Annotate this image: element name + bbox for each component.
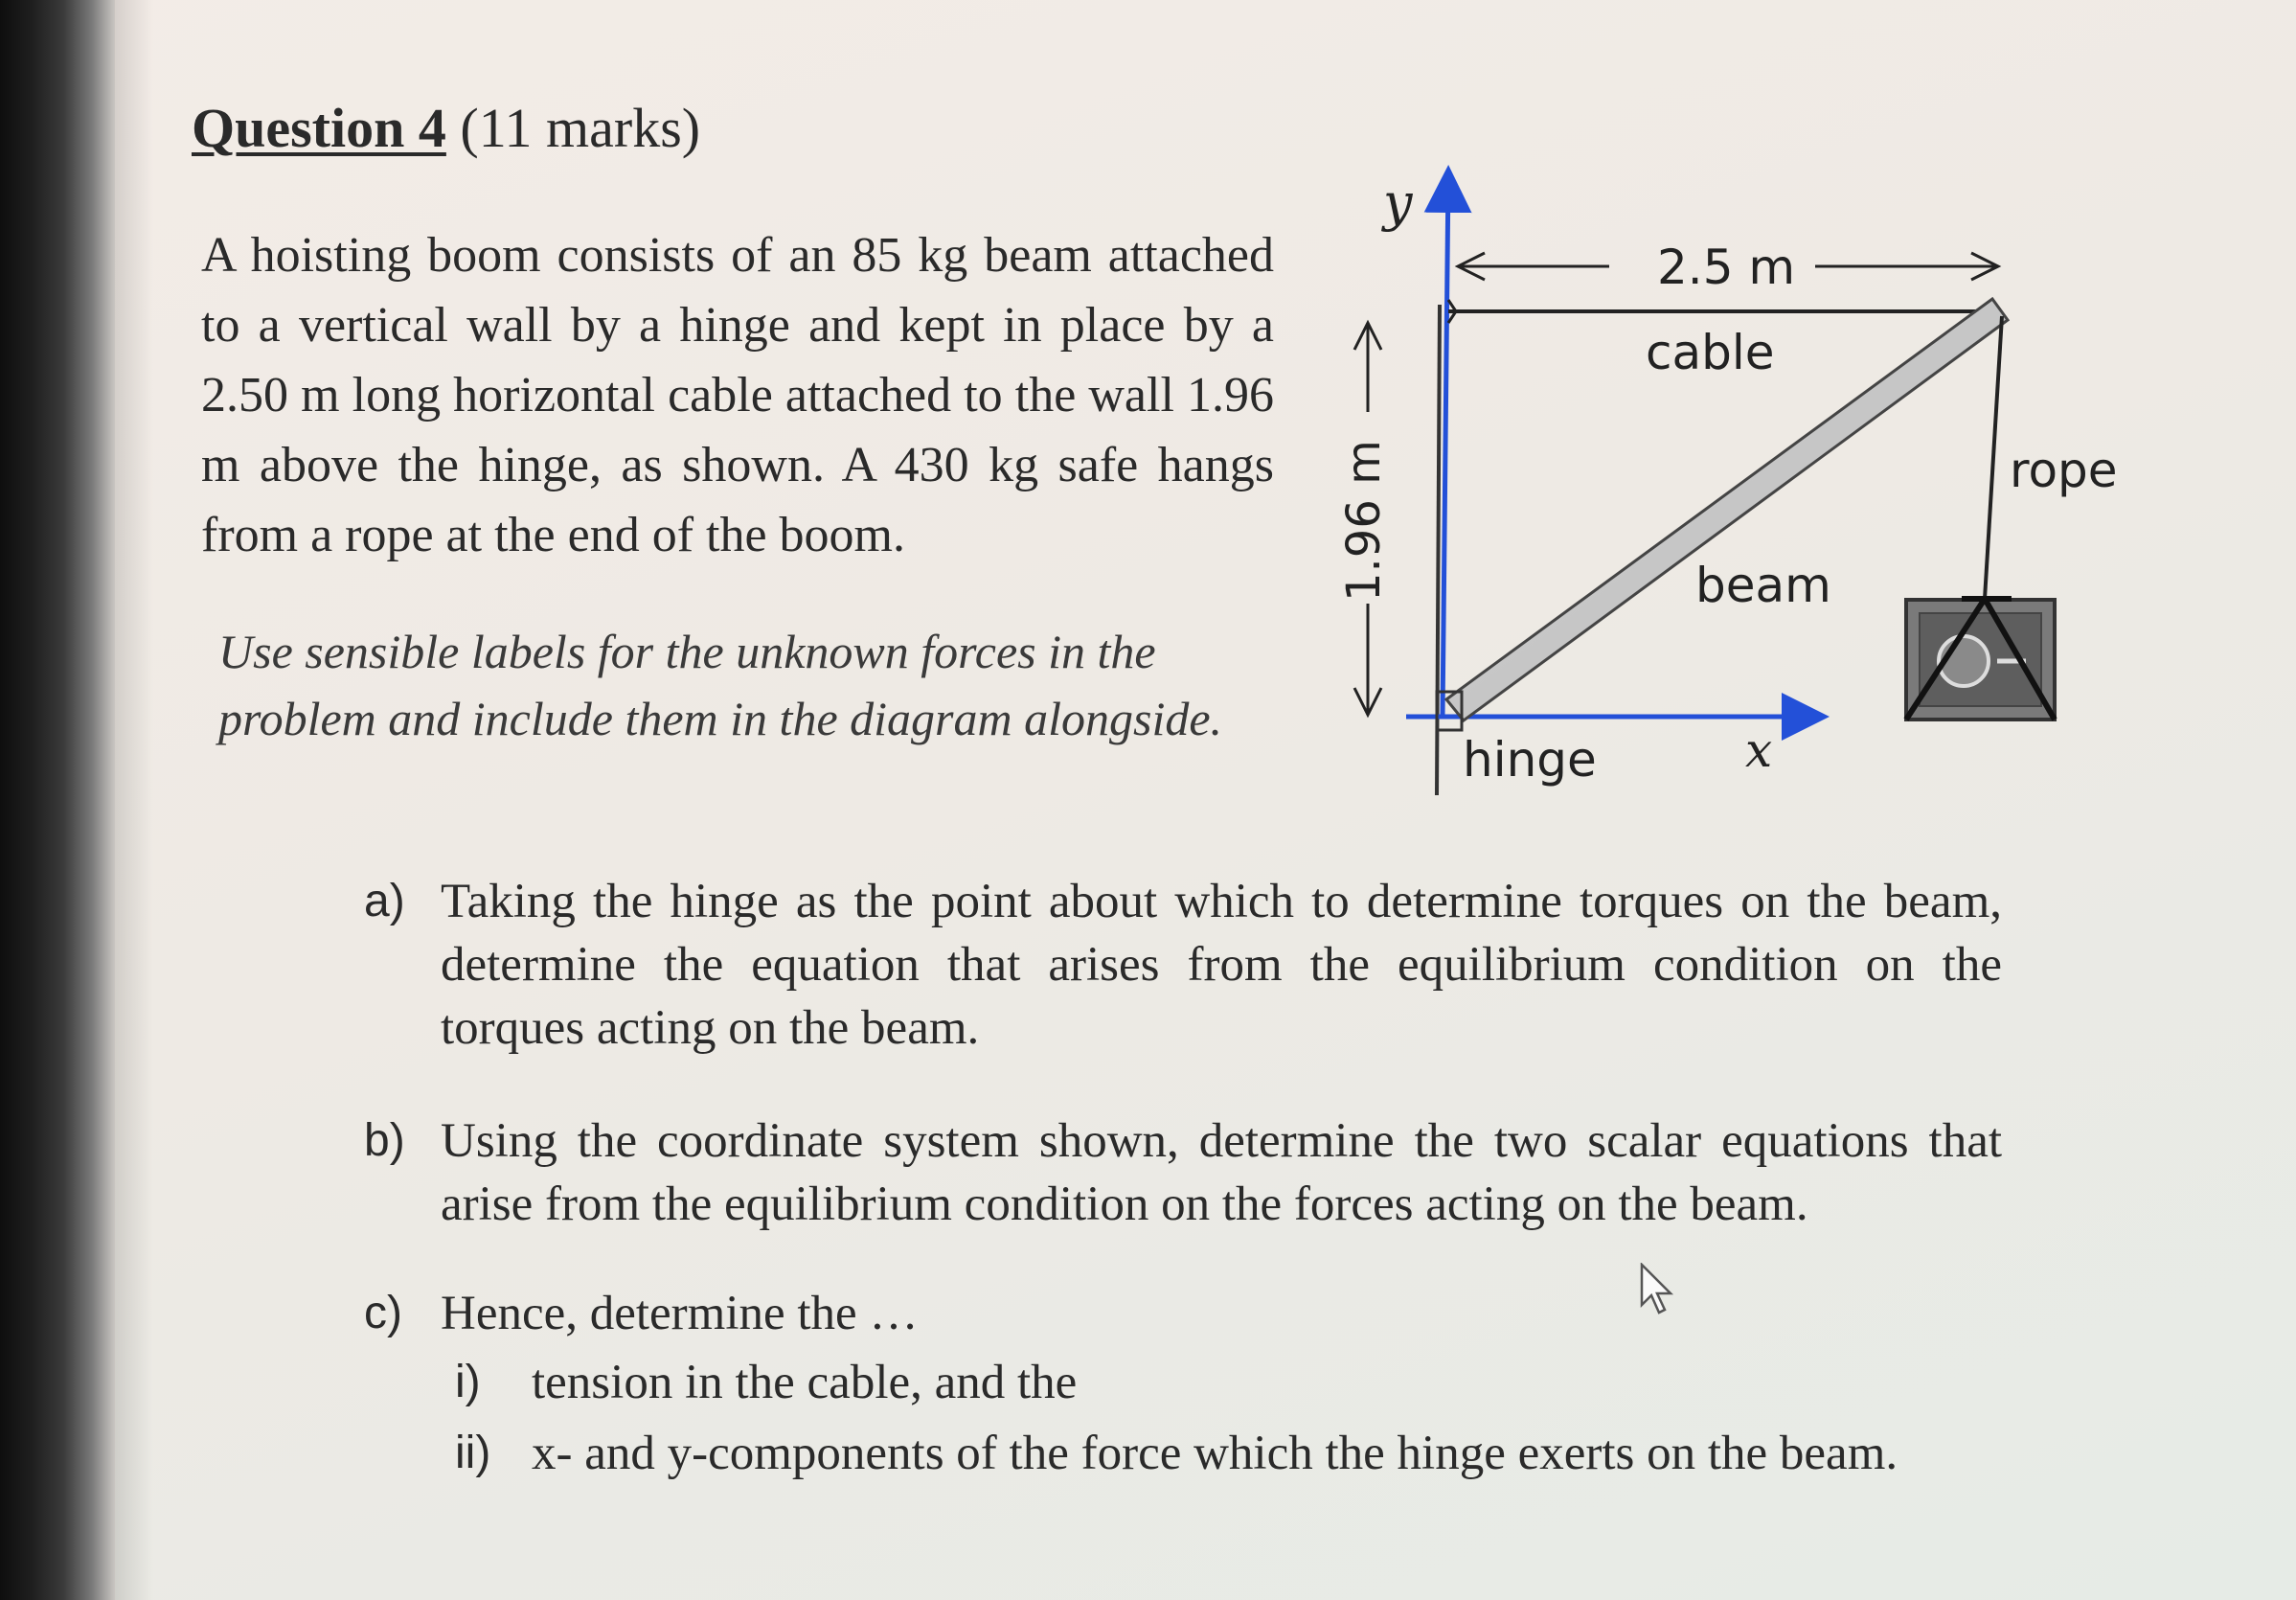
part-label: a) bbox=[364, 876, 405, 926]
beam-label: beam bbox=[1695, 558, 1831, 613]
x-axis-label: x bbox=[1745, 722, 1773, 778]
cable-label: cable bbox=[1646, 325, 1775, 380]
rope-label: rope bbox=[2010, 443, 2118, 498]
safe-icon bbox=[1906, 599, 2055, 720]
part-text: Using the coordinate system shown, determine the two scalar equations that arise from the equilibrium condition on the forces acting on the beam. bbox=[441, 1114, 2002, 1231]
question-intro: A hoisting boom consists of an 85 kg beam attached to a vertical wall by a hinge and kept in place by a 2.50 m long horizontal cable attached to the wall 1.96 m above the hinge, as shown. A 430 kg safe hangs from a rope at the end of the boom. bbox=[201, 228, 1274, 562]
mouse-cursor-icon bbox=[1638, 1263, 1676, 1320]
subpart-text: x- and y-components of the force which the hinge exerts on the beam. bbox=[532, 1427, 1898, 1480]
height-label: 1.96 m bbox=[1337, 440, 1391, 602]
question-instruction: Use sensible labels for the unknown forces in the problem and include them in the diagram alongside. bbox=[218, 625, 1223, 745]
rope-line bbox=[1985, 316, 2002, 599]
subpart-text: tension in the cable, and the bbox=[532, 1356, 1078, 1409]
question-number: Question 4 bbox=[192, 97, 446, 159]
width-label: 2.5 m bbox=[1657, 240, 1796, 295]
part-label: c) bbox=[364, 1288, 402, 1338]
part-text: Hence, determine the … bbox=[441, 1287, 919, 1340]
hinge-label: hinge bbox=[1463, 732, 1597, 788]
subpart-label: ii) bbox=[455, 1428, 491, 1478]
part-label: b) bbox=[364, 1115, 405, 1166]
question-marks: (11 marks) bbox=[460, 97, 701, 159]
y-axis-label: y bbox=[1383, 172, 1413, 233]
subpart-label: i) bbox=[455, 1357, 481, 1407]
part-text: Taking the hinge as the point about which to determine torques on the beam, determine the equation that arises from the equilibrium condition on the torques acting on the beam. bbox=[441, 875, 2002, 1055]
y-axis bbox=[1443, 174, 1448, 717]
